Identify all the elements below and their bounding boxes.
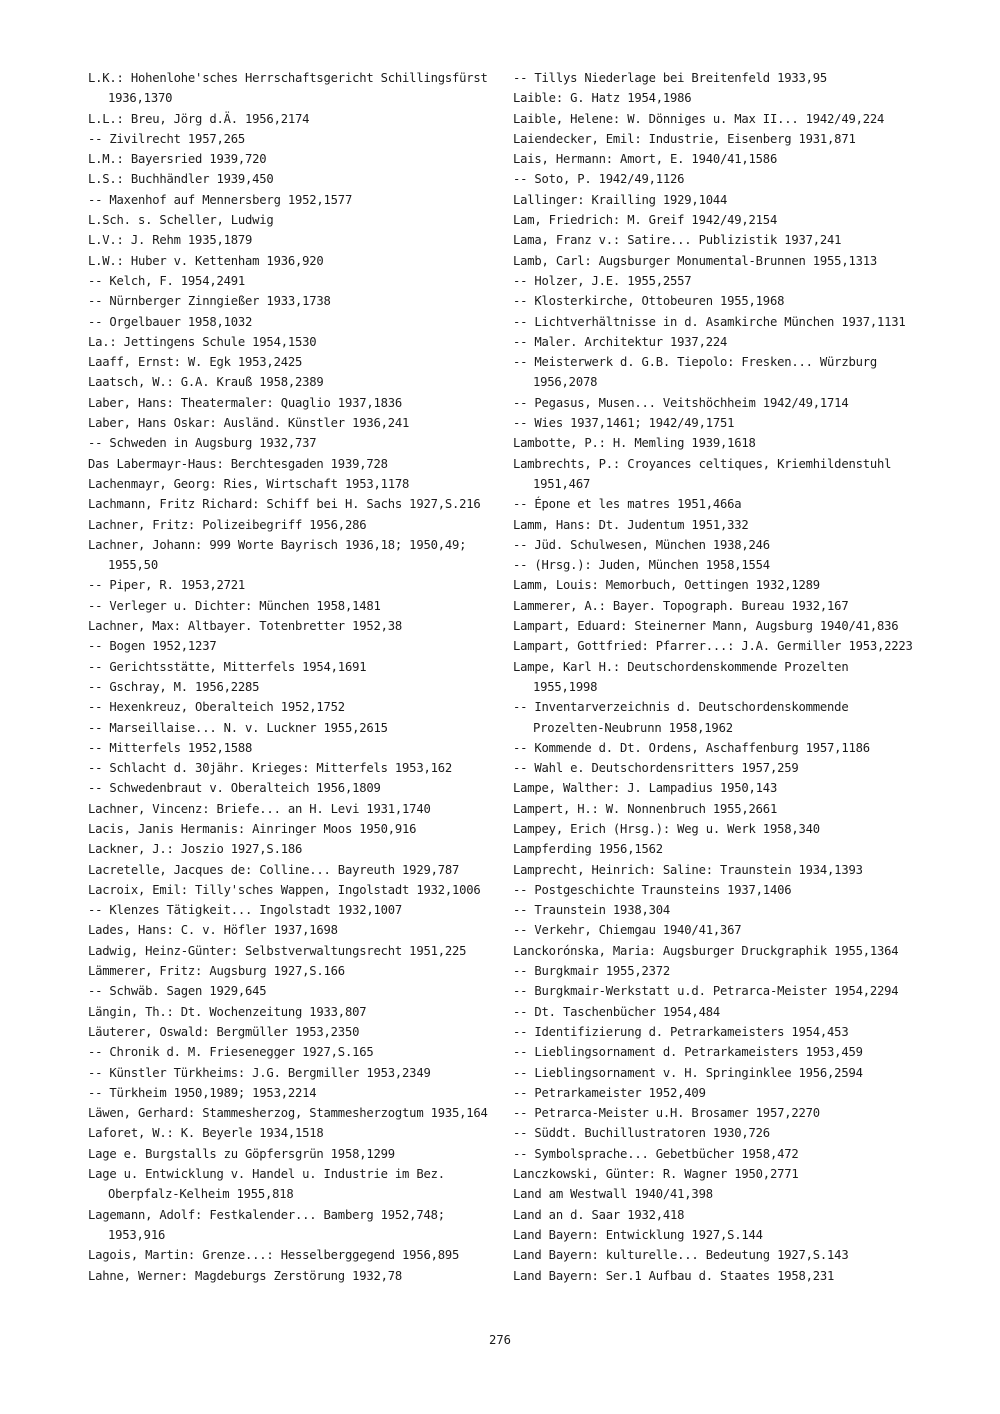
- index-entry: L.K.: Hohenlohe'sches Herrschaftsgericht Schillingsfürst 1936,1370: [88, 71, 488, 106]
- index-entry: -- Pegasus, Musen... Veitshöchheim 1942/49,1714: [513, 395, 849, 410]
- index-entry: Land Bayern: Entwicklung 1927,S.144: [513, 1227, 763, 1242]
- index-entry: Land an d. Saar 1932,418: [513, 1207, 685, 1222]
- index-entry: -- Mitterfels 1952,1588: [88, 740, 253, 755]
- index-entry: Land Bayern: kulturelle... Bedeutung 1927,S.143: [513, 1248, 849, 1263]
- index-entry: Lais, Hermann: Amort, E. 1940/41,1586: [513, 152, 778, 167]
- index-entry: Lämmerer, Fritz: Augsburg 1927,S.166: [88, 964, 345, 979]
- index-entry: -- Petrarca-Meister u.H. Brosamer 1957,2270: [513, 1106, 820, 1121]
- index-entry: Laber, Hans: Theatermaler: Quaglio 1937,1836: [88, 395, 403, 410]
- index-entry: -- Burgkmair 1955,2372: [513, 964, 671, 979]
- index-entry: Lallinger: Krailling 1929,1044: [513, 192, 728, 207]
- index-entry: -- Gerichtsstätte, Mitterfels 1954,1691: [88, 659, 367, 674]
- index-entry: -- Symbolsprache... Gebetbücher 1958,472: [513, 1146, 799, 1161]
- index-entry: Lachmann, Fritz Richard: Schiff bei H. Sachs 1927,S.216: [88, 497, 481, 512]
- index-entry: -- Zivilrecht 1957,265: [88, 131, 246, 146]
- index-entry: Lampart, Gottfried: Pfarrer...: J.A. Germiller 1953,2223: [513, 639, 913, 654]
- index-entry: -- Meisterwerk d. G.B. Tiepolo: Fresken... Würzburg 1956,2078: [513, 355, 878, 390]
- index-entry: Lampert, H.: W. Nonnenbruch 1955,2661: [513, 801, 778, 816]
- index-entry: Lampe, Karl H.: Deutschordenskommende Prozelten 1955,1998: [513, 659, 849, 694]
- index-entry: Lachner, Max: Altbayer. Totenbretter 1952,38: [88, 619, 403, 634]
- index-entry: -- Wies 1937,1461; 1942/49,1751: [513, 416, 735, 431]
- index-entry: Land am Westwall 1940/41,398: [513, 1187, 713, 1202]
- index-entry: -- Türkheim 1950,1989; 1953,2214: [88, 1085, 317, 1100]
- index-entry: -- Verkehr, Chiemgau 1940/41,367: [513, 923, 742, 938]
- index-entry: -- Dt. Taschenbücher 1954,484: [513, 1004, 720, 1019]
- index-entry: -- Marseillaise... N. v. Luckner 1955,2615: [88, 720, 388, 735]
- index-entry: Laaff, Ernst: W. Egk 1953,2425: [88, 355, 303, 370]
- index-entry: Lagois, Martin: Grenze...: Hesselberggegend 1956,895: [88, 1248, 460, 1263]
- index-entry: Land Bayern: Ser.1 Aufbau d. Staates 1958,231: [513, 1268, 835, 1283]
- index-entry: -- Süddt. Buchillustratoren 1930,726: [513, 1126, 770, 1141]
- index-entry: La.: Jettingens Schule 1954,1530: [88, 334, 317, 349]
- right-column: [513, 68, 918, 1286]
- index-entry: -- Maxenhof auf Mennersberg 1952,1577: [88, 192, 353, 207]
- index-entry: -- Épone et les matres 1951,466a: [513, 497, 742, 512]
- index-entry: -- Klenzes Tätigkeit... Ingolstadt 1932,1007: [88, 903, 403, 918]
- index-entry: -- Gschray, M. 1956,2285: [88, 679, 260, 694]
- index-entry: -- Lichtverhältnisse in d. Asamkirche München 1937,1131: [513, 314, 906, 329]
- index-entry: Laatsch, W.: G.A. Krauß 1958,2389: [88, 375, 324, 390]
- index-entry: Laible, Helene: W. Dönniges u. Max II... 1942/49,224: [513, 111, 885, 126]
- page-number: 276: [488, 1333, 511, 1347]
- index-entry: -- Lieblingsornament d. Petrarkameisters 1953,459: [513, 1045, 863, 1060]
- index-entry: -- Tillys Niederlage bei Breitenfeld 1933,95: [513, 71, 828, 85]
- index-entry: L.L.: Breu, Jörg d.Ä. 1956,2174: [88, 111, 310, 126]
- index-entry: Lacis, Janis Hermanis: Ainringer Moos 1950,916: [88, 821, 417, 836]
- index-entry: -- Petrarkameister 1952,409: [513, 1085, 706, 1100]
- index-entry: -- Bogen 1952,1237: [88, 639, 217, 654]
- index-entry: Lampferding 1956,1562: [513, 842, 663, 857]
- index-entry: Lam, Friedrich: M. Greif 1942/49,2154: [513, 213, 778, 228]
- index-entry: -- Kommende d. Dt. Ordens, Aschaffenburg 1957,1186: [513, 740, 870, 755]
- index-entry: L.S.: Buchhändler 1939,450: [88, 172, 274, 187]
- index-entry: Lammerer, A.: Bayer. Topograph. Bureau 1932,167: [513, 598, 849, 613]
- index-entry: Lampart, Eduard: Steinerner Mann, Augsburg 1940/41,836: [513, 619, 899, 634]
- index-entry: -- Klosterkirche, Ottobeuren 1955,1968: [513, 294, 785, 309]
- index-entry: -- Jüd. Schulwesen, München 1938,246: [513, 537, 770, 552]
- index-entry: Laforet, W.: K. Beyerle 1934,1518: [88, 1126, 324, 1141]
- index-entry: -- (Hrsg.): Juden, München 1958,1554: [513, 558, 770, 573]
- index-entry: -- Verleger u. Dichter: München 1958,1481: [88, 598, 381, 613]
- index-entry: -- Künstler Türkheims: J.G. Bergmiller 1953,2349: [88, 1065, 431, 1080]
- index-entry: Lama, Franz v.: Satire... Publizistik 1937,241: [513, 233, 842, 248]
- index-entry: -- Wahl e. Deutschordensritters 1957,259: [513, 761, 799, 776]
- index-entry: Laible: G. Hatz 1954,1986: [513, 91, 692, 106]
- index-entry: Lagemann, Adolf: Festkalender... Bamberg 1952,748; 1953,916: [88, 1207, 445, 1242]
- index-entry: L.V.: J. Rehm 1935,1879: [88, 233, 253, 248]
- index-entry: Läwen, Gerhard: Stammesherzog, Stammesherzogtum 1935,164: [88, 1106, 488, 1121]
- index-entry: Lampe, Walther: J. Lampadius 1950,143: [513, 781, 778, 796]
- index-entry: Lampey, Erich (Hrsg.): Weg u. Werk 1958,340: [513, 821, 820, 836]
- index-entry: Lamm, Hans: Dt. Judentum 1951,332: [513, 517, 749, 532]
- index-entry: Lachenmayr, Georg: Ries, Wirtschaft 1953,1178: [88, 476, 410, 491]
- index-entry: Lachner, Fritz: Polizeibegriff 1956,286: [88, 517, 367, 532]
- index-entry: Lackner, J.: Joszio 1927,S.186: [88, 842, 303, 857]
- index-entry: Längin, Th.: Dt. Wochenzeitung 1933,807: [88, 1004, 367, 1019]
- index-entry: Lamm, Louis: Memorbuch, Oettingen 1932,1289: [513, 578, 820, 593]
- index-entry: Lachner, Vincenz: Briefe... an H. Levi 1931,1740: [88, 801, 431, 816]
- index-entry: Lades, Hans: C. v. Höfler 1937,1698: [88, 923, 338, 938]
- index-entry: -- Orgelbauer 1958,1032: [88, 314, 253, 329]
- index-entry: -- Inventarverzeichnis d. Deutschordenskommende Prozelten-Neubrunn 1958,1962: [513, 700, 849, 735]
- index-entry: -- Schwäb. Sagen 1929,645: [88, 984, 267, 999]
- index-entry: Ladwig, Heinz-Günter: Selbstverwaltungsrecht 1951,225: [88, 943, 467, 958]
- index-entry: Lambrechts, P.: Croyances celtiques, Kriemhildenstuhl 1951,467: [513, 456, 892, 491]
- index-entry: -- Maler. Architektur 1937,224: [513, 334, 728, 349]
- index-entry: -- Schweden in Augsburg 1932,737: [88, 436, 317, 451]
- index-entry: Lanckorónska, Maria: Augsburger Druckgraphik 1955,1364: [513, 943, 899, 958]
- index-entry: Lahne, Werner: Magdeburgs Zerstörung 1932,78: [88, 1268, 403, 1283]
- index-entry: Lambotte, P.: H. Memling 1939,1618: [513, 436, 756, 451]
- index-entry: -- Kelch, F. 1954,2491: [88, 273, 246, 288]
- index-entry: L.W.: Huber v. Kettenham 1936,920: [88, 253, 324, 268]
- index-entry: -- Soto, P. 1942/49,1126: [513, 172, 685, 187]
- index-entry: Lamb, Carl: Augsburger Monumental-Brunnen 1955,1313: [513, 253, 878, 268]
- index-entry: -- Nürnberger Zinngießer 1933,1738: [88, 294, 331, 309]
- index-entry: -- Burgkmair-Werkstatt u.d. Petrarca-Meister 1954,2294: [513, 984, 899, 999]
- index-entry: -- Traunstein 1938,304: [513, 903, 671, 918]
- index-entry: Lage e. Burgstalls zu Göpfersgrün 1958,1299: [88, 1146, 395, 1161]
- index-entry: -- Hexenkreuz, Oberalteich 1952,1752: [88, 700, 345, 715]
- index-entry: L.Sch. s. Scheller, Ludwig: [88, 213, 274, 228]
- index-entry: Laiendecker, Emil: Industrie, Eisenberg 1931,871: [513, 131, 856, 146]
- index-entry: -- Identifizierung d. Petrarkameisters 1954,453: [513, 1024, 849, 1039]
- index-entry: Das Labermayr-Haus: Berchtesgaden 1939,728: [88, 456, 388, 471]
- index-entry: Lachner, Johann: 999 Worte Bayrisch 1936,18; 1950,49; 1955,50: [88, 537, 467, 573]
- index-entry: Lamprecht, Heinrich: Saline: Traunstein 1934,1393: [513, 862, 863, 877]
- index-entry: -- Piper, R. 1953,2721: [88, 578, 246, 593]
- index-entry: Laber, Hans Oskar: Ausländ. Künstler 1936,241: [88, 416, 410, 431]
- index-entry: -- Holzer, J.E. 1955,2557: [513, 273, 692, 288]
- index-entry: Läuterer, Oswald: Bergmüller 1953,2350: [88, 1024, 360, 1039]
- index-entry: Lacretelle, Jacques de: Colline... Bayreuth 1929,787: [88, 862, 460, 877]
- index-entry: Lage u. Entwicklung v. Handel u. Industrie im Bez. Oberpfalz-Kelheim 1955,818: [88, 1167, 445, 1202]
- index-entry: -- Postgeschichte Traunsteins 1937,1406: [513, 882, 792, 897]
- index-entry: -- Chronik d. M. Friesenegger 1927,S.165: [88, 1045, 374, 1060]
- index-entry: -- Schwedenbraut v. Oberalteich 1956,1809: [88, 781, 381, 796]
- index-entry: Lanczkowski, Günter: R. Wagner 1950,2771: [513, 1167, 799, 1182]
- index-entry: Lacroix, Emil: Tilly'sches Wappen, Ingolstadt 1932,1006: [88, 882, 481, 897]
- index-entry: -- Schlacht d. 30jähr. Krieges: Mitterfels 1953,162: [88, 761, 453, 776]
- left-column: [88, 68, 498, 1286]
- index-entry: L.M.: Bayersried 1939,720: [88, 152, 267, 167]
- index-entry: -- Lieblingsornament v. H. Springinklee 1956,2594: [513, 1065, 863, 1080]
